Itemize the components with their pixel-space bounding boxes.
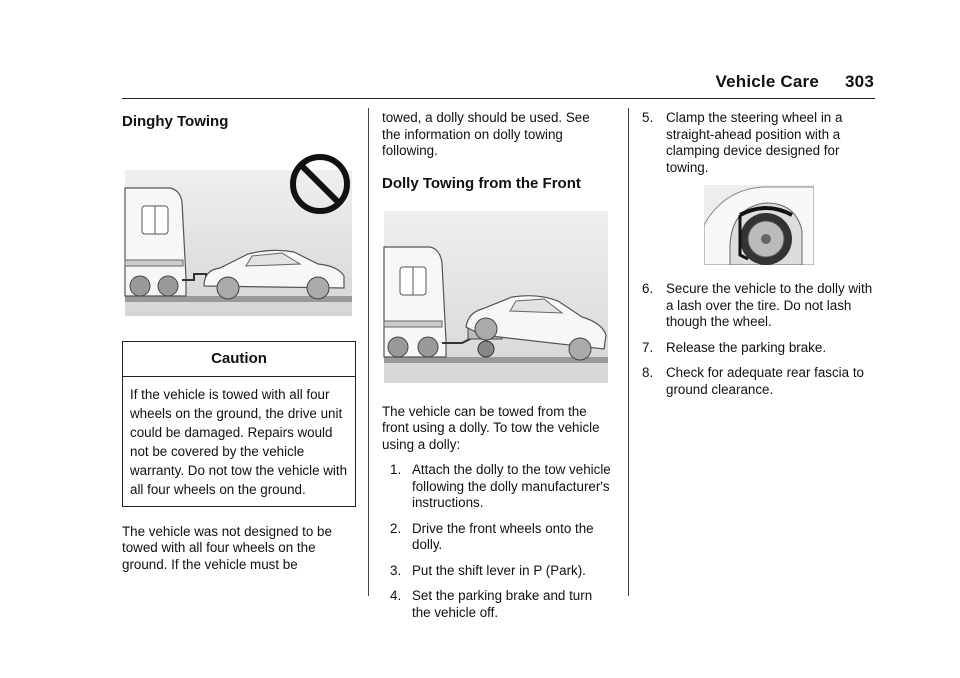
dolly-steps-list-final bbox=[642, 281, 877, 398]
header-rule bbox=[122, 98, 875, 99]
paragraph-dolly-intro: The vehicle can be towed from the front using a dolly. To tow the vehicle using a dolly: bbox=[382, 403, 600, 452]
dinghy-towing-illustration bbox=[122, 150, 354, 322]
column-2 bbox=[382, 110, 612, 630]
page-header bbox=[716, 72, 875, 92]
paragraph-continued: towed, a dolly should be used. See the information on dolly towing following. bbox=[382, 110, 590, 158]
list-item: 5. Clamp the steering wheel in a straight-ahead position with a clamping device designed for towing. bbox=[642, 110, 843, 175]
heading-dolly-towing-front: Dolly Towing from the Front bbox=[382, 174, 581, 192]
column-3 bbox=[642, 110, 877, 407]
caution-title: Caution bbox=[123, 342, 355, 377]
section-title: Vehicle Care bbox=[715, 72, 820, 91]
dolly-steps-list-continued bbox=[642, 110, 877, 176]
list-item: 6. Secure the vehicle to the dolly with a lash over the tire. Do not lash though the wheel. bbox=[642, 281, 873, 329]
page-number: 303 bbox=[845, 72, 874, 91]
list-item: 3. Put the shift lever in P (Park). bbox=[390, 562, 586, 578]
column-1 bbox=[122, 110, 356, 573]
column-divider-1 bbox=[368, 108, 369, 596]
list-item: 4. Set the parking brake and turn the vehicle off. bbox=[390, 588, 593, 620]
caution-text: If the vehicle is towed with all four wheels on the ground, the drive unit could be damaged. Repairs would not be covered by the vehicle warranty. Do not tow the vehicle with all four wheels on the ground. bbox=[130, 386, 348, 497]
paragraph-not-designed: The vehicle was not designed to be towed with all four wheels on the ground. If the vehicle must be bbox=[122, 523, 332, 572]
caution-box bbox=[122, 341, 356, 507]
wheel-clamp-illustration bbox=[704, 185, 814, 265]
list-item: 7. Release the parking brake. bbox=[642, 339, 827, 355]
list-item: 1. Attach the dolly to the tow vehicle following the dolly manufacturer's instructions. bbox=[390, 462, 611, 510]
heading-dinghy-towing: Dinghy Towing bbox=[122, 113, 229, 130]
column-divider-2 bbox=[628, 108, 629, 596]
dolly-towing-illustration bbox=[382, 209, 610, 391]
dolly-steps-list bbox=[382, 462, 612, 621]
list-item: 8. Check for adequate rear fascia to ground clearance. bbox=[642, 365, 864, 397]
list-item: 2. Drive the front wheels onto the dolly. bbox=[390, 520, 594, 552]
